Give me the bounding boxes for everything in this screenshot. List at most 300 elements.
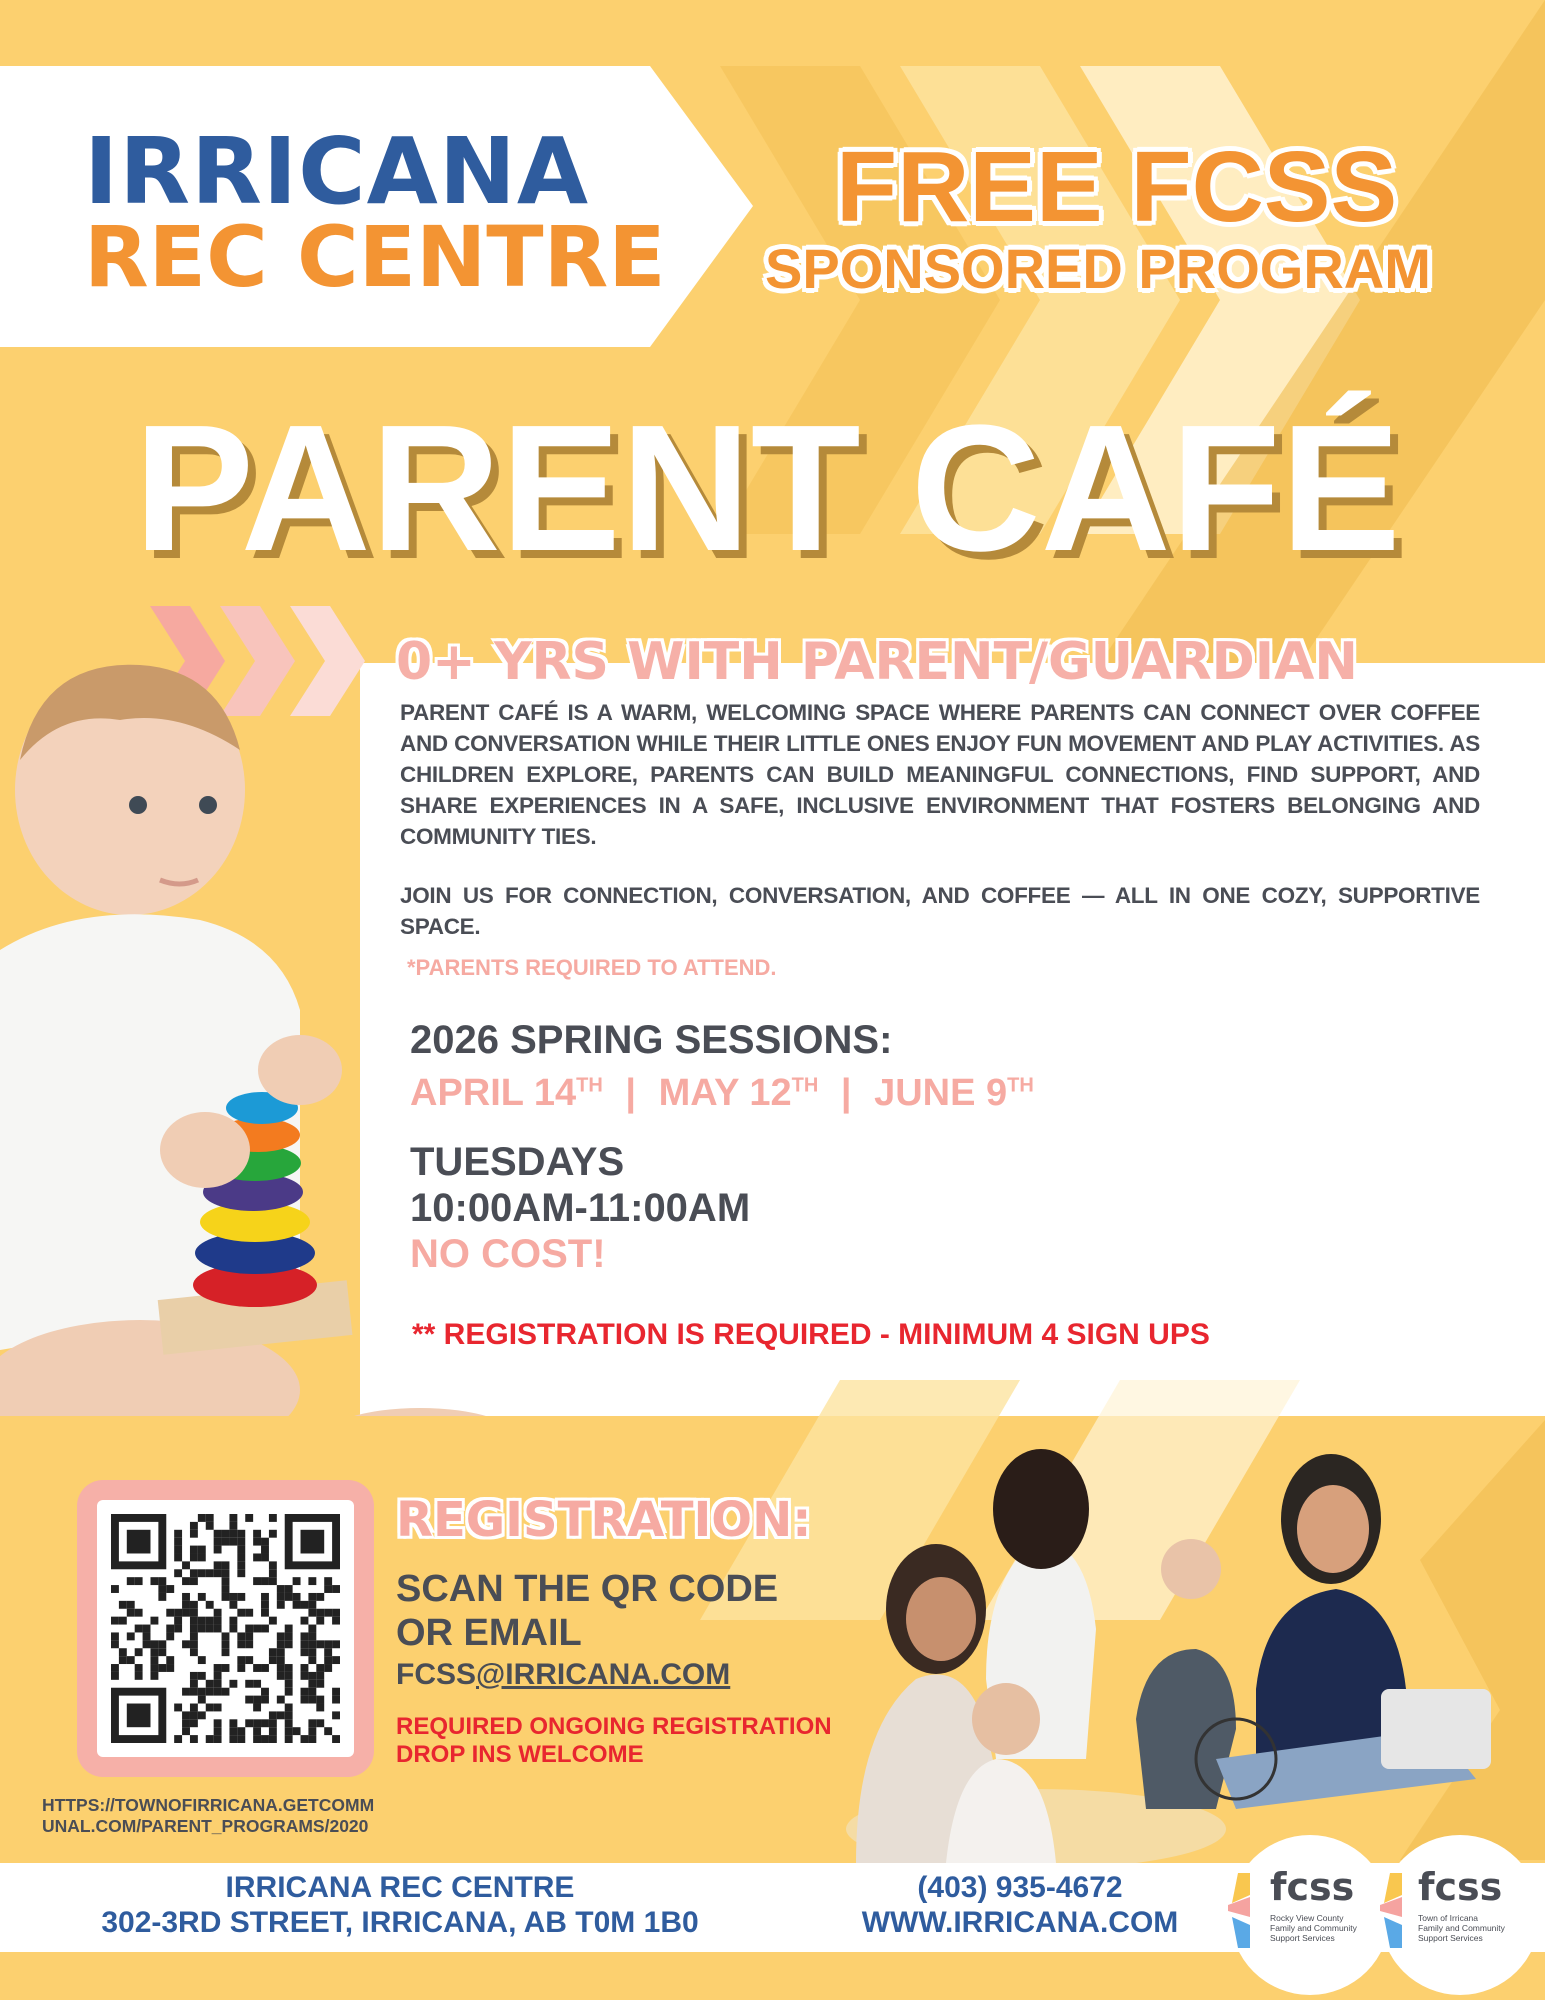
qr-module [285,1672,293,1680]
qr-module [206,1680,214,1688]
qr-module [277,1648,285,1656]
qr-module [324,1648,332,1656]
qr-module [277,1656,285,1664]
qr-module [198,1688,206,1696]
qr-module [245,1514,253,1522]
qr-module [301,1672,309,1680]
promo-line2: SPONSORED PROGRAM [765,237,1431,300]
qr-module [182,1593,190,1601]
qr-module [277,1585,285,1593]
qr-module [308,1640,316,1648]
qr-module [261,1609,269,1617]
qr-module [269,1656,277,1664]
qr-module [285,1719,293,1727]
page-title: PARENT CAFÉ [134,388,1401,589]
qr-module [308,1696,316,1704]
qr-module [301,1601,309,1609]
fcss-mark-icon [1380,1873,1412,1948]
qr-module [301,1640,309,1648]
fcss-caption: Town of Irricana Family and Community Support Services [1418,1913,1505,1943]
qr-module [277,1672,285,1680]
qr-module [285,1711,293,1719]
session-weekday: TUESDAYS [410,1140,625,1184]
qr-module [253,1625,261,1633]
qr-module [324,1727,332,1735]
qr-module [135,1625,143,1633]
qr-module [166,1632,174,1640]
registration-line1: SCAN THE QR CODE [396,1568,779,1610]
qr-module [237,1656,245,1664]
registration-note1: REQUIRED ONGOING REGISTRATION [396,1713,832,1740]
qr-finder-pattern [301,1530,325,1554]
session-time: 10:00AM-11:00AM [410,1186,751,1230]
qr-module [214,1727,222,1735]
qr-module [190,1688,198,1696]
qr-module [214,1530,222,1538]
qr-module [222,1585,230,1593]
qr-module [190,1522,198,1530]
qr-module [166,1656,174,1664]
qr-module [324,1640,332,1648]
qr-module [245,1625,253,1633]
qr-module [206,1569,214,1577]
qr-module [135,1648,143,1656]
qr-module [135,1672,143,1680]
qr-module [332,1609,340,1617]
qr-module [214,1680,222,1688]
qr-module [222,1530,230,1538]
qr-module [198,1711,206,1719]
qr-module [198,1569,206,1577]
qr-module [150,1617,158,1625]
qr-module [308,1577,316,1585]
qr-module [245,1632,253,1640]
qr-module [182,1601,190,1609]
qr-module [308,1656,316,1664]
qr-finder-pattern [127,1530,151,1554]
qr-module [301,1735,309,1743]
qr-module [316,1640,324,1648]
qr-module [222,1632,230,1640]
qr-module [111,1585,119,1593]
qr-module [308,1593,316,1601]
url-line1[interactable]: HTTPS://TOWNOFIRRICANA.GETCOMM [42,1795,375,1815]
qr-code-frame[interactable] [77,1480,374,1777]
qr-module [174,1617,182,1625]
qr-module [237,1569,245,1577]
qr-module [285,1727,293,1735]
qr-module [308,1727,316,1735]
qr-module [214,1538,222,1546]
qr-module [214,1688,222,1696]
qr-module [237,1530,245,1538]
qr-module [269,1569,277,1577]
qr-module [206,1735,214,1743]
qr-module [308,1688,316,1696]
sessions-heading: 2026 SPRING SESSIONS: [410,1018,893,1062]
qr-module [229,1617,237,1625]
qr-finder-pattern [127,1704,151,1728]
footer-phone[interactable]: (403) 935-4672 [917,1871,1123,1904]
qr-module [269,1530,277,1538]
venue-line2: REC CENTRE [84,208,666,306]
qr-module [182,1609,190,1617]
qr-module [261,1664,269,1672]
qr-module [308,1735,316,1743]
qr-module [222,1640,230,1648]
qr-module [214,1625,222,1633]
qr-module [150,1656,158,1664]
qr-module [308,1632,316,1640]
qr-module [229,1625,237,1633]
qr-module [206,1617,214,1625]
qr-module [190,1640,198,1648]
qr-module [190,1648,198,1656]
qr-module [190,1617,198,1625]
qr-module [253,1727,261,1735]
qr-module [190,1625,198,1633]
fcss-mark-icon [1228,1873,1260,1948]
qr-module [332,1688,340,1696]
qr-module [261,1735,269,1743]
qr-module [158,1593,166,1601]
qr-module [174,1625,182,1633]
qr-module [198,1593,206,1601]
qr-module [198,1672,206,1680]
qr-module [190,1546,198,1554]
qr-module [143,1632,151,1640]
qr-module [245,1640,253,1648]
qr-module [190,1577,198,1585]
qr-module [269,1514,277,1522]
qr-module [285,1680,293,1688]
qr-module [277,1664,285,1672]
qr-module [316,1680,324,1688]
qr-module [253,1538,261,1546]
qr-module [127,1632,135,1640]
separator: | [625,1072,637,1114]
qr-module [214,1561,222,1569]
registration-note2: DROP INS WELCOME [396,1741,644,1768]
age-group: 0+ YRS WITH PARENT/GUARDIAN [396,632,1358,692]
qr-module [332,1617,340,1625]
qr-module [324,1585,332,1593]
fcss-wordmark: fcss [1270,1865,1355,1909]
qr-module [150,1648,158,1656]
qr-module [253,1735,261,1743]
qr-module [127,1609,135,1617]
qr-module [293,1601,301,1609]
qr-module [206,1514,214,1522]
qr-module [237,1640,245,1648]
qr-module [253,1696,261,1704]
qr-module [190,1680,198,1688]
qr-module [143,1625,151,1633]
qr-module [127,1577,135,1585]
qr-module [237,1593,245,1601]
session-cost: NO COST! [410,1232,606,1276]
url-line2[interactable]: UNAL.COM/PARENT_PROGRAMS/2020 [42,1816,369,1836]
qr-module [229,1538,237,1546]
qr-module [293,1727,301,1735]
qr-module [332,1696,340,1704]
qr-module [182,1561,190,1569]
qr-module [150,1577,158,1585]
qr-module [111,1664,119,1672]
qr-module [127,1601,135,1609]
qr-module [237,1561,245,1569]
qr-module [198,1617,206,1625]
qr-module [316,1593,324,1601]
qr-module [214,1672,222,1680]
qr-module [277,1696,285,1704]
email-link[interactable]: @IRRICANA.COM [476,1658,731,1691]
qr-module [174,1538,182,1546]
qr-module [229,1522,237,1530]
attendance-note: *PARENTS REQUIRED TO ATTEND. [407,955,777,980]
qr-module [166,1585,174,1593]
qr-module [332,1711,340,1719]
qr-module [332,1585,340,1593]
qr-module [308,1601,316,1609]
qr-module [182,1727,190,1735]
qr-module [237,1553,245,1561]
qr-module [332,1735,340,1743]
registration-notice: ** REGISTRATION IS REQUIRED - MINIMUM 4 SIGN UPS [412,1318,1210,1351]
qr-module [222,1648,230,1656]
qr-module [269,1727,277,1735]
qr-module [182,1688,190,1696]
email-prefix: FCSS [396,1658,477,1691]
qr-module [269,1719,277,1727]
qr-module [214,1569,222,1577]
qr-module [245,1719,253,1727]
qr-module [182,1711,190,1719]
qr-module [285,1688,293,1696]
qr-module [222,1569,230,1577]
qr-module [253,1680,261,1688]
qr-module [214,1664,222,1672]
qr-module [332,1656,340,1664]
qr-module [324,1609,332,1617]
qr-module [222,1664,230,1672]
venue-line1: IRRICANA [84,118,590,225]
qr-module [269,1561,277,1569]
qr-module [285,1704,293,1712]
session-date: MAY 12TH [658,1072,819,1114]
qr-module [316,1696,324,1704]
qr-module [222,1593,230,1601]
qr-module [174,1569,182,1577]
qr-module [135,1609,143,1617]
qr-module [166,1625,174,1633]
qr-module [174,1553,182,1561]
qr-module [277,1632,285,1640]
qr-module [174,1530,182,1538]
qr-module [198,1553,206,1561]
qr-module [308,1672,316,1680]
qr-module [245,1609,253,1617]
qr-module [277,1640,285,1648]
qr-module [253,1553,261,1561]
qr-module [237,1609,245,1617]
qr-module [324,1577,332,1585]
registration-url[interactable] [42,1795,374,1837]
qr-module [119,1617,127,1625]
qr-module [174,1609,182,1617]
qr-module [253,1719,261,1727]
separator: | [840,1072,852,1114]
qr-module [111,1672,119,1680]
invitation: JOIN US FOR CONNECTION, CONVERSATION, AND COFFEE — ALL IN ONE COZY, SUPPORTIVE SPACE. [400,883,1480,939]
registration-heading: REGISTRATION: [396,1492,812,1548]
qr-module [308,1609,316,1617]
qr-module [214,1719,222,1727]
qr-module [206,1704,214,1712]
qr-module [119,1656,127,1664]
qr-module [229,1601,237,1609]
qr-module [229,1530,237,1538]
qr-module [182,1640,190,1648]
qr-module [214,1609,222,1617]
qr-module [127,1656,135,1664]
qr-module [198,1514,206,1522]
qr-module [190,1530,198,1538]
qr-pattern [111,1514,340,1743]
qr-module [301,1648,309,1656]
qr-module [301,1696,309,1704]
qr-module [135,1577,143,1585]
qr-module [316,1664,324,1672]
qr-module [214,1735,222,1743]
qr-module [237,1664,245,1672]
qr-module [150,1640,158,1648]
qr-module [261,1696,269,1704]
qr-module [253,1530,261,1538]
qr-module [237,1546,245,1554]
qr-module [190,1632,198,1640]
qr-module [237,1632,245,1640]
qr-module [190,1735,198,1743]
qr-module [150,1664,158,1672]
qr-module [229,1735,237,1743]
qr-module [166,1609,174,1617]
qr-module [158,1577,166,1585]
qr-module [198,1656,206,1664]
qr-module [174,1735,182,1743]
footer-website[interactable]: WWW.IRRICANA.COM [861,1906,1179,1939]
qr-module [261,1577,269,1585]
qr-module [111,1632,119,1640]
qr-module [316,1609,324,1617]
qr-module [198,1625,206,1633]
qr-module [308,1625,316,1633]
qr-module [229,1727,237,1735]
qr-module [316,1672,324,1680]
qr-module [261,1688,269,1696]
qr-module [229,1680,237,1688]
qr-module [182,1577,190,1585]
qr-module [245,1680,253,1688]
parents-photo [836,1429,1545,1863]
qr-module [119,1601,127,1609]
qr-module [261,1538,269,1546]
qr-module [293,1577,301,1585]
qr-module [206,1688,214,1696]
qr-module [269,1577,277,1585]
promo-line1: FREE FCSS [836,131,1398,243]
qr-module [158,1664,166,1672]
qr-module [308,1648,316,1656]
qr-module [198,1546,206,1554]
qr-module [158,1648,166,1656]
qr-module [285,1640,293,1648]
qr-module [111,1640,119,1648]
qr-code[interactable] [97,1500,354,1757]
qr-module [285,1625,293,1633]
qr-module [316,1719,324,1727]
registration-line2: OR EMAIL [396,1612,582,1654]
qr-module [332,1640,340,1648]
qr-module [190,1672,198,1680]
qr-module [111,1617,119,1625]
qr-module [222,1688,230,1696]
qr-module [158,1585,166,1593]
qr-module [119,1648,127,1656]
qr-module [222,1538,230,1546]
qr-module [261,1546,269,1554]
qr-module [285,1593,293,1601]
description: PARENT CAFÉ IS A WARM, WELCOMING SPACE WHERE PARENTS CAN CONNECT OVER COFFEE AND CONVERSATION WHILE THEIR LITTLE ONES ENJOY FUN MOVEMENT AND PLAY ACTIVITIES. AS CHILDREN EXPLORE, PARENTS CAN BUILD MEANINGFUL CONNECTIONS, FIND SUPPORT, AND SHARE EXPERIENCES IN A SAFE, INCLUSIVE ENVIRONMENT THAT FOSTERS BELONGING AND COMMUNITY TIES. [400,700,1480,849]
baby-photo [0,650,530,1480]
qr-module [135,1664,143,1672]
qr-module [237,1538,245,1546]
registration-email[interactable] [396,1658,730,1692]
qr-module [214,1546,222,1554]
qr-module [206,1601,214,1609]
qr-module [261,1553,269,1561]
qr-module [269,1648,277,1656]
qr-module [269,1735,277,1743]
qr-module [285,1664,293,1672]
qr-module [253,1577,261,1585]
qr-module [293,1593,301,1601]
qr-module [222,1561,230,1569]
qr-module [261,1601,269,1609]
qr-module [237,1735,245,1743]
qr-module [174,1704,182,1712]
qr-module [324,1664,332,1672]
qr-module [277,1601,285,1609]
qr-module [324,1656,332,1664]
qr-module [214,1704,222,1712]
fcss-caption: Rocky View County Family and Community Support Services [1270,1913,1357,1943]
qr-module [229,1593,237,1601]
qr-module [206,1522,214,1530]
qr-module [190,1609,198,1617]
qr-module [269,1617,277,1625]
qr-module [253,1664,261,1672]
qr-module [301,1617,309,1625]
qr-module [245,1656,253,1664]
qr-module [285,1735,293,1743]
qr-module [222,1577,230,1585]
qr-module [182,1719,190,1727]
qr-module [174,1546,182,1554]
session-date: APRIL 14TH [410,1072,603,1114]
qr-module [316,1704,324,1712]
qr-module [214,1617,222,1625]
